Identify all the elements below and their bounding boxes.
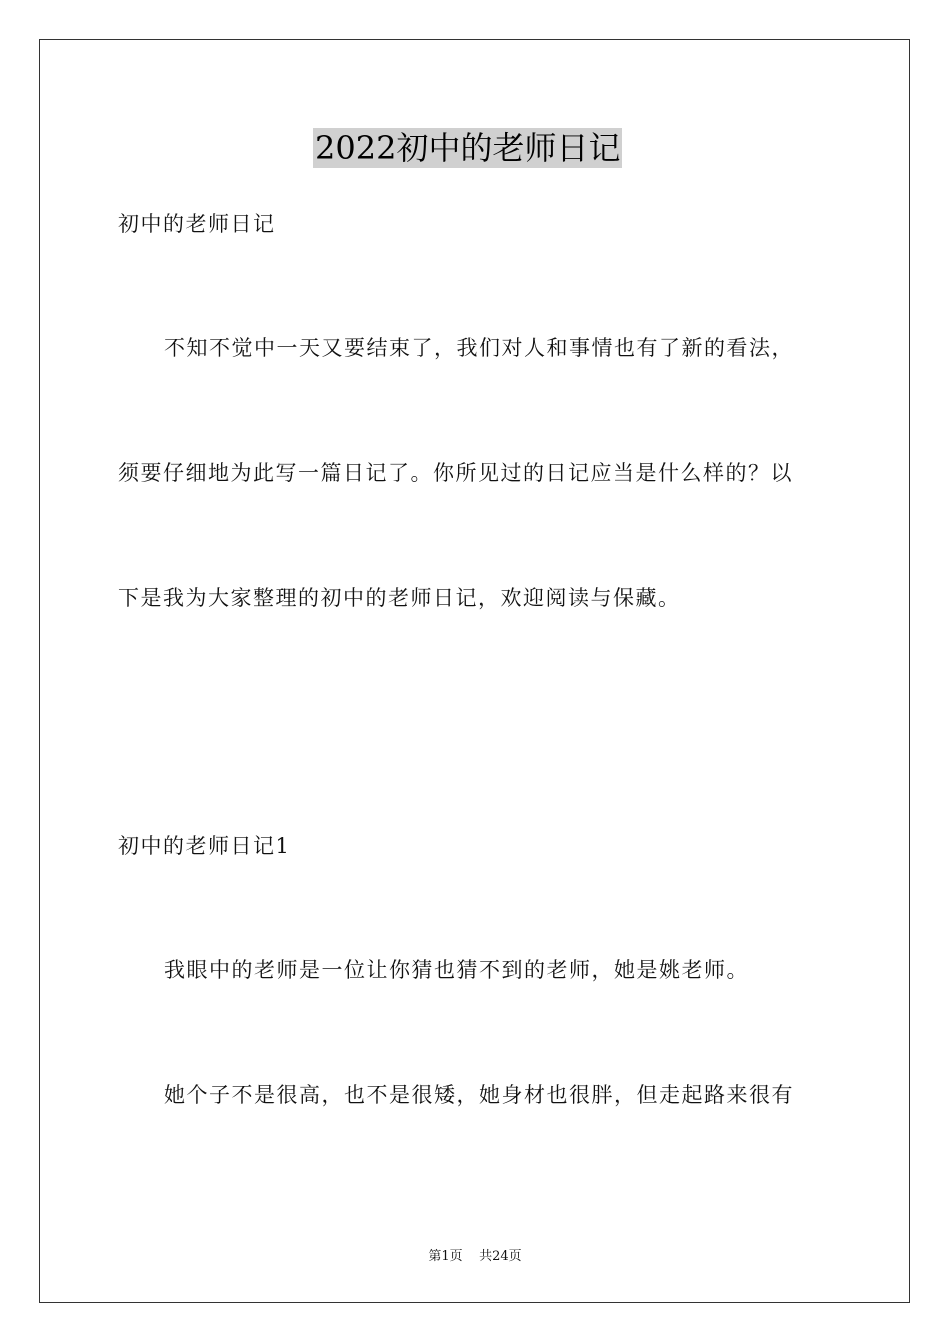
intro-line-1: 不知不觉中一天又要结束了，我们对人和事情也有了新的看法，	[164, 336, 794, 360]
intro-line-3: 下是我为大家整理的初中的老师日记，欢迎阅读与保藏。	[118, 586, 681, 610]
document-subtitle: 初中的老师日记	[118, 212, 276, 236]
page-number: 第1页	[428, 1249, 463, 1264]
intro-line-2: 须要仔细地为此写一篇日记了。你所见过的日记应当是什么样的？以	[118, 461, 793, 485]
page-footer	[0, 1248, 950, 1266]
page-total: 共24页	[479, 1249, 522, 1264]
section-heading: 初中的老师日记1	[118, 834, 291, 858]
body-line-2: 她个子不是很高，也不是很矮，她身材也很胖，但走起路来很有	[164, 1083, 794, 1107]
document-title: 2022初中的老师日记	[315, 129, 621, 167]
body-line-1: 我眼中的老师是一位让你猜也猜不到的老师，她是姚老师。	[164, 958, 749, 982]
